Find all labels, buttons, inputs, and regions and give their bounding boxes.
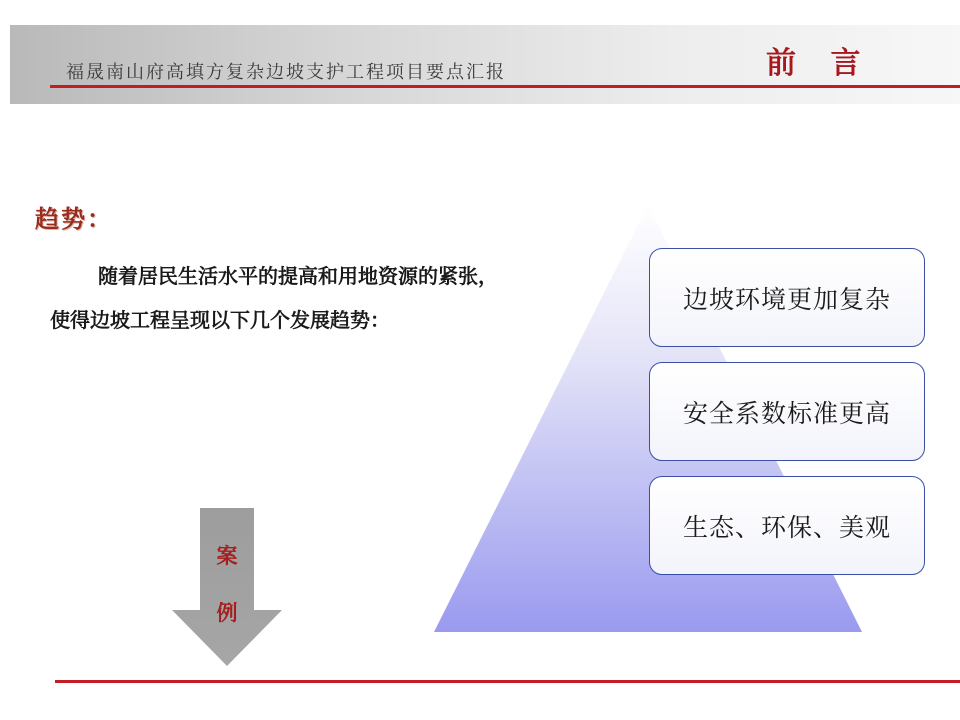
trend-item-box: 生态、环保、美观 [649, 476, 925, 575]
header-divider [50, 85, 960, 88]
footer-divider [55, 680, 960, 683]
trend-item-box: 安全系数标准更高 [649, 362, 925, 461]
trend-item-box: 边坡环境更加复杂 [649, 248, 925, 347]
down-arrow-icon [172, 508, 282, 666]
trend-body: 随着居民生活水平的提高和用地资源的紧张，使得边坡工程呈现以下几个发展趋势： [50, 264, 498, 332]
trend-heading: 趋势： [35, 204, 113, 233]
case-label-char: 例 [216, 601, 238, 625]
case-label-char: 案 [216, 544, 238, 568]
header-title: 福晟南山府高填方复杂边坡支护工程项目要点汇报 [66, 62, 506, 83]
section-title: 前 言 [766, 46, 873, 81]
